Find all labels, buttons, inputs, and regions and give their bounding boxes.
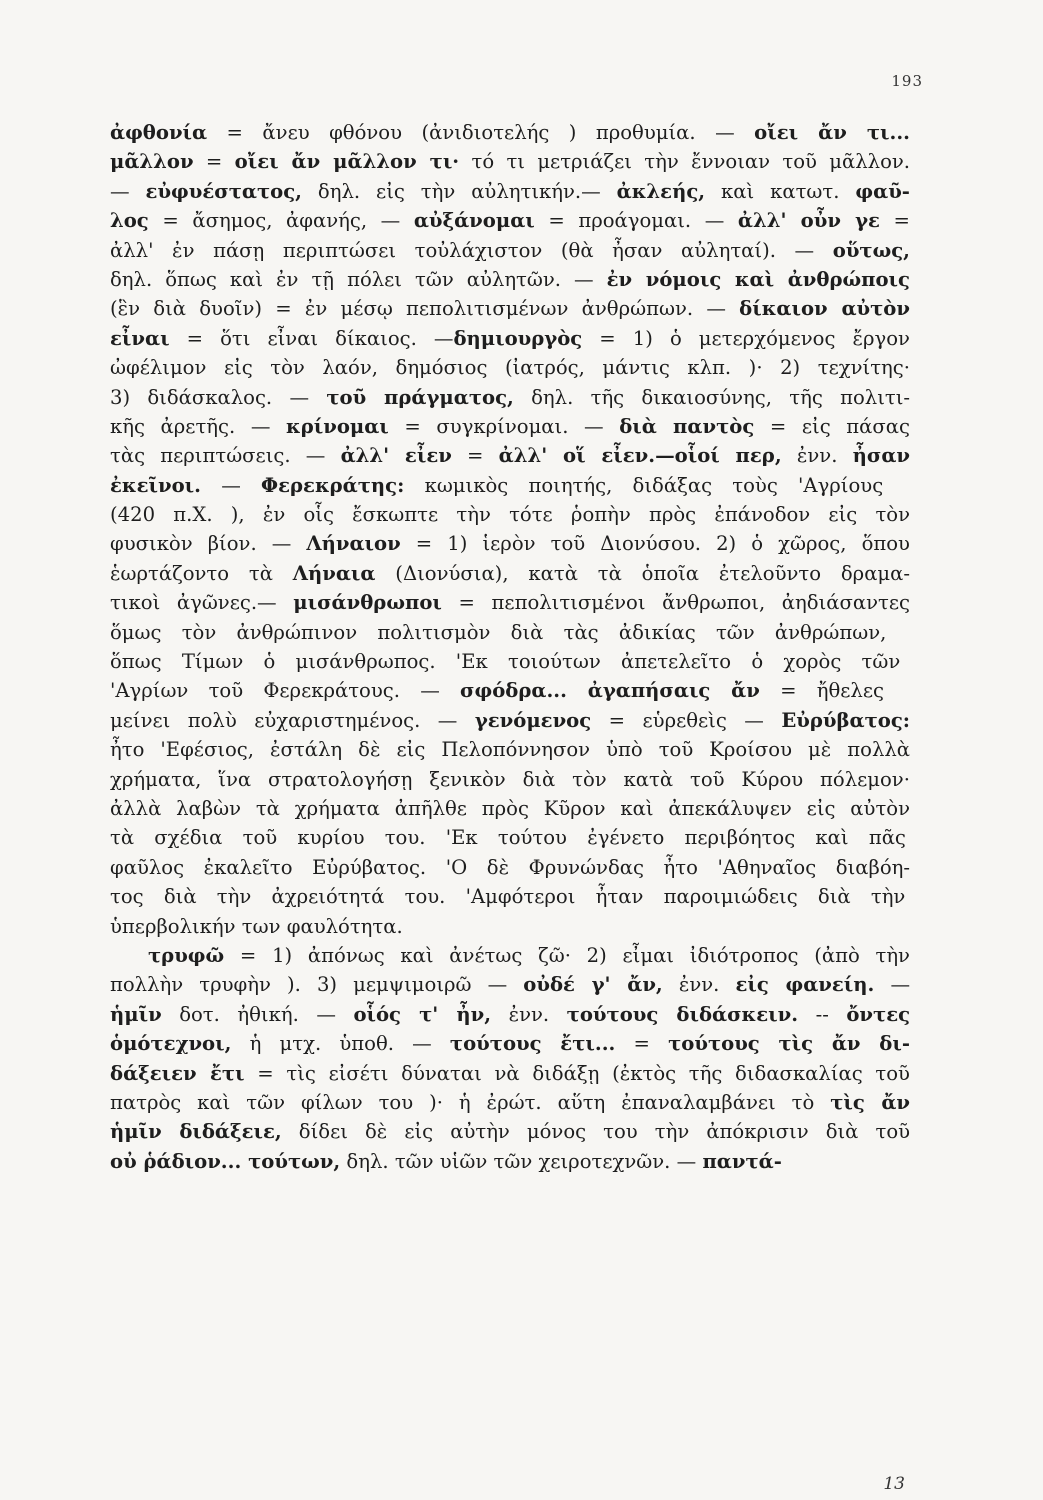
headword: τοῦ πράγματος, — [326, 385, 514, 409]
gloss-text: δηλ. τῶν υἱῶν τῶν χειροτεχνῶν. — — [340, 1149, 703, 1173]
gloss-text: χρήματα, ἵνα στρατολογήσῃ ξενικὸν διὰ τὸν κατὰ τοῦ Κύρου πόλεμον· — [110, 767, 910, 791]
gloss-text: πολλὴν τρυφὴν ). 3) μεμψιμοιρῶ — — [110, 973, 524, 997]
text-line — [110, 294, 910, 323]
gloss-text: τό τι μετριάζει τὴν ἔννοιαν τοῦ μᾶλλον. — [459, 150, 910, 174]
headword: ἀλλ' οἵ εἶεν.—οἷοί περ, — [498, 444, 782, 468]
text-line — [110, 676, 910, 705]
gloss-text: ὠφέλιμον εἰς τὸν λαόν, δημόσιος (ἰατρός, μάντις κλπ. )· 2) τεχνίτης· — [110, 356, 910, 380]
text-line — [110, 735, 910, 764]
headword: μισάνθρωποι — [293, 591, 442, 615]
headword: ἀλλ' εἶεν — [340, 444, 452, 468]
gloss-text: — — [874, 973, 910, 997]
gloss-text: = 1) ὁ μετερχόμενος ἔργον — [582, 326, 910, 350]
headword: τούτους ἔτι... — [449, 1032, 616, 1056]
gloss-text: κωμικὸς ποιητής, διδάξας τοὺς 'Αγρίους — [404, 473, 884, 497]
gloss-text: μείνει πολὺ εὐχαριστημένος. — — [110, 708, 475, 732]
headword: οἴει ἄν τι... — [754, 121, 910, 144]
headword: διὰ παντὸς — [619, 414, 755, 438]
gloss-text: = προάγομαι. — — [534, 209, 738, 233]
gloss-text: ἑωρτάζοντο τὰ — [110, 561, 293, 585]
gloss-text: ὅμως τὸν ἀνθρώπινον πολιτισμὸν διὰ τὰς ἀδικίας τῶν ἀνθρώπων, — [110, 620, 887, 644]
gloss-text: = — [451, 444, 499, 468]
headword: ἐν νόμοις καὶ ἀνθρώποις — [606, 267, 910, 291]
headword: ὁμότεχνοι, — [110, 1032, 232, 1056]
gloss-text: (420 π.Χ. ), ἐν οἷς ἔσκωπτε τὴν τότε ῥοπὴν πρὸς ἐπάνοδον εἰς τὸν — [110, 503, 910, 527]
headword: φαῦ- — [855, 179, 910, 203]
gloss-text: ὅπως Τίμων ὁ μισάνθρωπος. 'Εκ τοιούτων ἀπετελεῖτο ὁ χορὸς τῶν — [110, 650, 901, 674]
gloss-text: φαῦλος ἐκαλεῖτο Εὐρύβατος. 'Ο δὲ Φρυνώνδας ἦτο 'Αθηναῖος διαβόη- — [110, 855, 910, 879]
gloss-text: = συγκρίνομαι. — — [388, 414, 620, 438]
text-line — [110, 265, 910, 294]
gloss-text: — — [110, 179, 146, 203]
gloss-text: τικοὶ ἀγῶνες.— — [110, 591, 294, 615]
headword: εὐφυέστατος, — [145, 179, 302, 203]
text-line — [110, 206, 910, 235]
text-line — [110, 383, 910, 412]
text-line — [110, 500, 910, 529]
headword: οἴει ἄν μᾶλλον τι· — [234, 150, 460, 174]
text-line — [110, 823, 910, 852]
gloss-text: ἀλλ' ἐν πάσῃ περιπτώσει τοὐλάχιστον (θὰ ἦσαν αὐληταί). — — [110, 238, 833, 262]
text-line — [110, 853, 910, 882]
text-line — [110, 970, 910, 999]
gloss-text: ἐνν. — [491, 1002, 567, 1026]
gloss-text: ἐνν. — [781, 444, 853, 468]
headword: εἶναι — [110, 326, 170, 350]
gloss-text: πατρὸς καὶ τῶν φίλων του )· ἡ ἐρώτ. αὕτη ἐπαναλαμβάνει τὸ — [110, 1090, 831, 1114]
gloss-text: (Διονύσια), κατὰ τὰ ὁποῖα ἐτελοῦντο δραμα- — [375, 561, 910, 585]
headword: ἐκεῖνοι. — [110, 473, 201, 497]
gloss-text: ἡ μτχ. ὑποθ. — — [231, 1032, 450, 1056]
text-line — [110, 441, 910, 470]
text-line — [110, 882, 910, 911]
gloss-text: ἦτο 'Εφέσιος, ἐστάλη δὲ εἰς Πελοπόννησον ὑπὸ τοῦ Κροίσου μὲ πολλὰ — [110, 738, 910, 762]
text-line — [110, 471, 910, 500]
gloss-text: = εὑρεθεὶς — — [591, 708, 782, 732]
gloss-text: δηλ. τῆς δικαιοσύνης, τῆς πολιτι- — [513, 385, 910, 409]
text-line — [110, 559, 910, 588]
headword: ἡμῖν διδάξειε, — [110, 1120, 282, 1144]
text-line — [110, 529, 910, 558]
text-line — [110, 324, 910, 353]
signature-number: 13 — [883, 1474, 905, 1494]
text-line — [110, 1059, 910, 1088]
text-line — [110, 588, 910, 617]
headword: οὐδέ γ' ἄν, — [523, 973, 663, 997]
gloss-text: = εἰς πάσας — [754, 414, 910, 438]
gloss-text: = πεπολιτισμένοι ἄνθρωποι, ἀηδιάσαντες — [441, 591, 910, 615]
gloss-text: 'Αγρίων τοῦ Φερεκράτους. — — [110, 679, 461, 703]
headword: Λήναια — [292, 561, 376, 585]
gloss-text: = — [193, 150, 235, 174]
text-line — [110, 794, 910, 823]
headword: ἀκλεής, — [616, 179, 706, 203]
gloss-text: καὶ κατωτ. — [705, 179, 856, 203]
headword: γενόμενος — [474, 708, 592, 732]
gloss-text: = ἄσημος, ἀφανής, — — [148, 209, 414, 233]
gloss-text: ἐνν. — [662, 973, 736, 997]
headword: τὶς ἄν — [830, 1090, 910, 1114]
gloss-text: τὰς περιπτώσεις. — — [110, 444, 341, 468]
gloss-text: κῆς ἀρετῆς. — — [110, 414, 287, 438]
text-line — [110, 912, 910, 941]
headword: Φερεκράτης: — [261, 473, 405, 497]
gloss-text: τος διὰ τὴν ἀχρειότητά του. 'Αμφότεροι ἦταν παροιμιώδεις διὰ τὴν — [110, 885, 906, 909]
text-line — [110, 706, 910, 735]
headword: αὐξάνομαι — [413, 209, 535, 233]
text-line — [110, 1029, 910, 1058]
gloss-text: = — [615, 1032, 669, 1056]
headword: ἦσαν — [852, 444, 910, 468]
gloss-text: δοτ. ἠθική. — — [161, 1002, 354, 1026]
gloss-text: ἀλλὰ λαβὼν τὰ χρήματα ἀπῆλθε πρὸς Κῦρον καὶ ἀπεκάλυψεν εἰς αὐτὸν — [110, 796, 910, 820]
headword: κρίνομαι — [286, 414, 389, 438]
gloss-text: = τὶς εἰσέτι δύναται νὰ διδάξῃ (ἐκτὸς τῆς διδασκαλίας τοῦ — [244, 1061, 910, 1085]
gloss-text: = 1) ἱερὸν τοῦ Διονύσου. 2) ὁ χῶρος, ὅπου — [400, 532, 910, 556]
headword: οὐ ῥάδιον... τούτων, — [110, 1149, 341, 1173]
gloss-text: = ἄνευ φθόνου (ἀνιδιοτελής ) προθυμία. — — [207, 121, 755, 144]
gloss-text: = ἤθελες — [759, 679, 884, 703]
headword: οἷός τ' ἦν, — [353, 1002, 492, 1026]
headword: ἡμῖν — [110, 1002, 162, 1026]
headword: ἀφθονία — [110, 121, 208, 144]
headword: ὄντες — [846, 1002, 910, 1026]
gloss-text: δίδει δὲ εἰς αὐτὴν μόνος του τὴν ἀπόκρισιν διὰ τοῦ — [281, 1120, 910, 1144]
gloss-text: = ὅτι εἶναι δίκαιος. — — [169, 326, 454, 350]
text-line — [110, 1000, 910, 1029]
headword: τούτους διδάσκειν. — [566, 1002, 799, 1026]
headword: λος — [110, 209, 149, 233]
headword: δίκαιον αὐτὸν — [739, 297, 910, 321]
text-line — [110, 236, 910, 265]
text-line — [110, 647, 910, 676]
glossary-text — [110, 118, 910, 1176]
text-line — [110, 765, 910, 794]
text-line — [110, 353, 910, 382]
gloss-text: = — [879, 209, 910, 233]
text-line — [110, 1147, 910, 1176]
headword: τρυφῶ — [148, 943, 225, 967]
gloss-text: 3) διδάσκαλος. — — [110, 385, 327, 409]
gloss-text: τὰ σχέδια τοῦ κυρίου του. 'Εκ τούτου ἐγένετο περιβόητος καὶ πᾶς — [110, 826, 906, 850]
gloss-text: ὑπερβολικήν των φαυλότητα. — [110, 914, 403, 938]
gloss-text: -- — [798, 1002, 847, 1026]
text-line — [110, 1088, 910, 1117]
gloss-text: (ἓν διὰ δυοῖν) = ἐν μέσῳ πεπολιτισμένων ἀνθρώπων. — — [110, 297, 740, 321]
headword: σφόδρα... ἀγαπήσαις ἄν — [460, 679, 760, 703]
page-number: 193 — [891, 72, 923, 90]
headword: οὕτως, — [832, 238, 910, 262]
gloss-text: φυσικὸν βίον. — — [110, 532, 307, 556]
gloss-text: δηλ. ὅπως καὶ ἐν τῇ πόλει τῶν αὐλητῶν. — — [110, 267, 607, 291]
text-line — [110, 118, 910, 147]
headword: εἰς φανείη. — [735, 973, 875, 997]
text-line — [110, 177, 910, 206]
text-line — [110, 941, 910, 970]
headword: Λήναιον — [306, 532, 401, 556]
gloss-text: δηλ. εἰς τὴν αὐλητικήν.— — [302, 179, 617, 203]
text-line — [110, 147, 910, 176]
headword: ἀλλ' οὖν γε — [737, 209, 880, 233]
gloss-text: — — [200, 473, 262, 497]
text-line — [110, 618, 910, 647]
text-line — [110, 412, 910, 441]
headword: δημιουργὸς — [453, 326, 583, 350]
headword: παντά- — [702, 1149, 782, 1173]
text-line — [110, 1117, 910, 1146]
headword: μᾶλλον — [110, 150, 194, 174]
headword: δάξειεν ἔτι — [110, 1061, 245, 1085]
headword: τούτους τὶς ἄν δι- — [668, 1032, 910, 1056]
headword: Εὐρύβατος: — [781, 708, 910, 732]
gloss-text: = 1) ἀπόνως καὶ ἀνέτως ζῶ· 2) εἶμαι ἰδιότροπος (ἀπὸ τὴν — [224, 943, 910, 967]
